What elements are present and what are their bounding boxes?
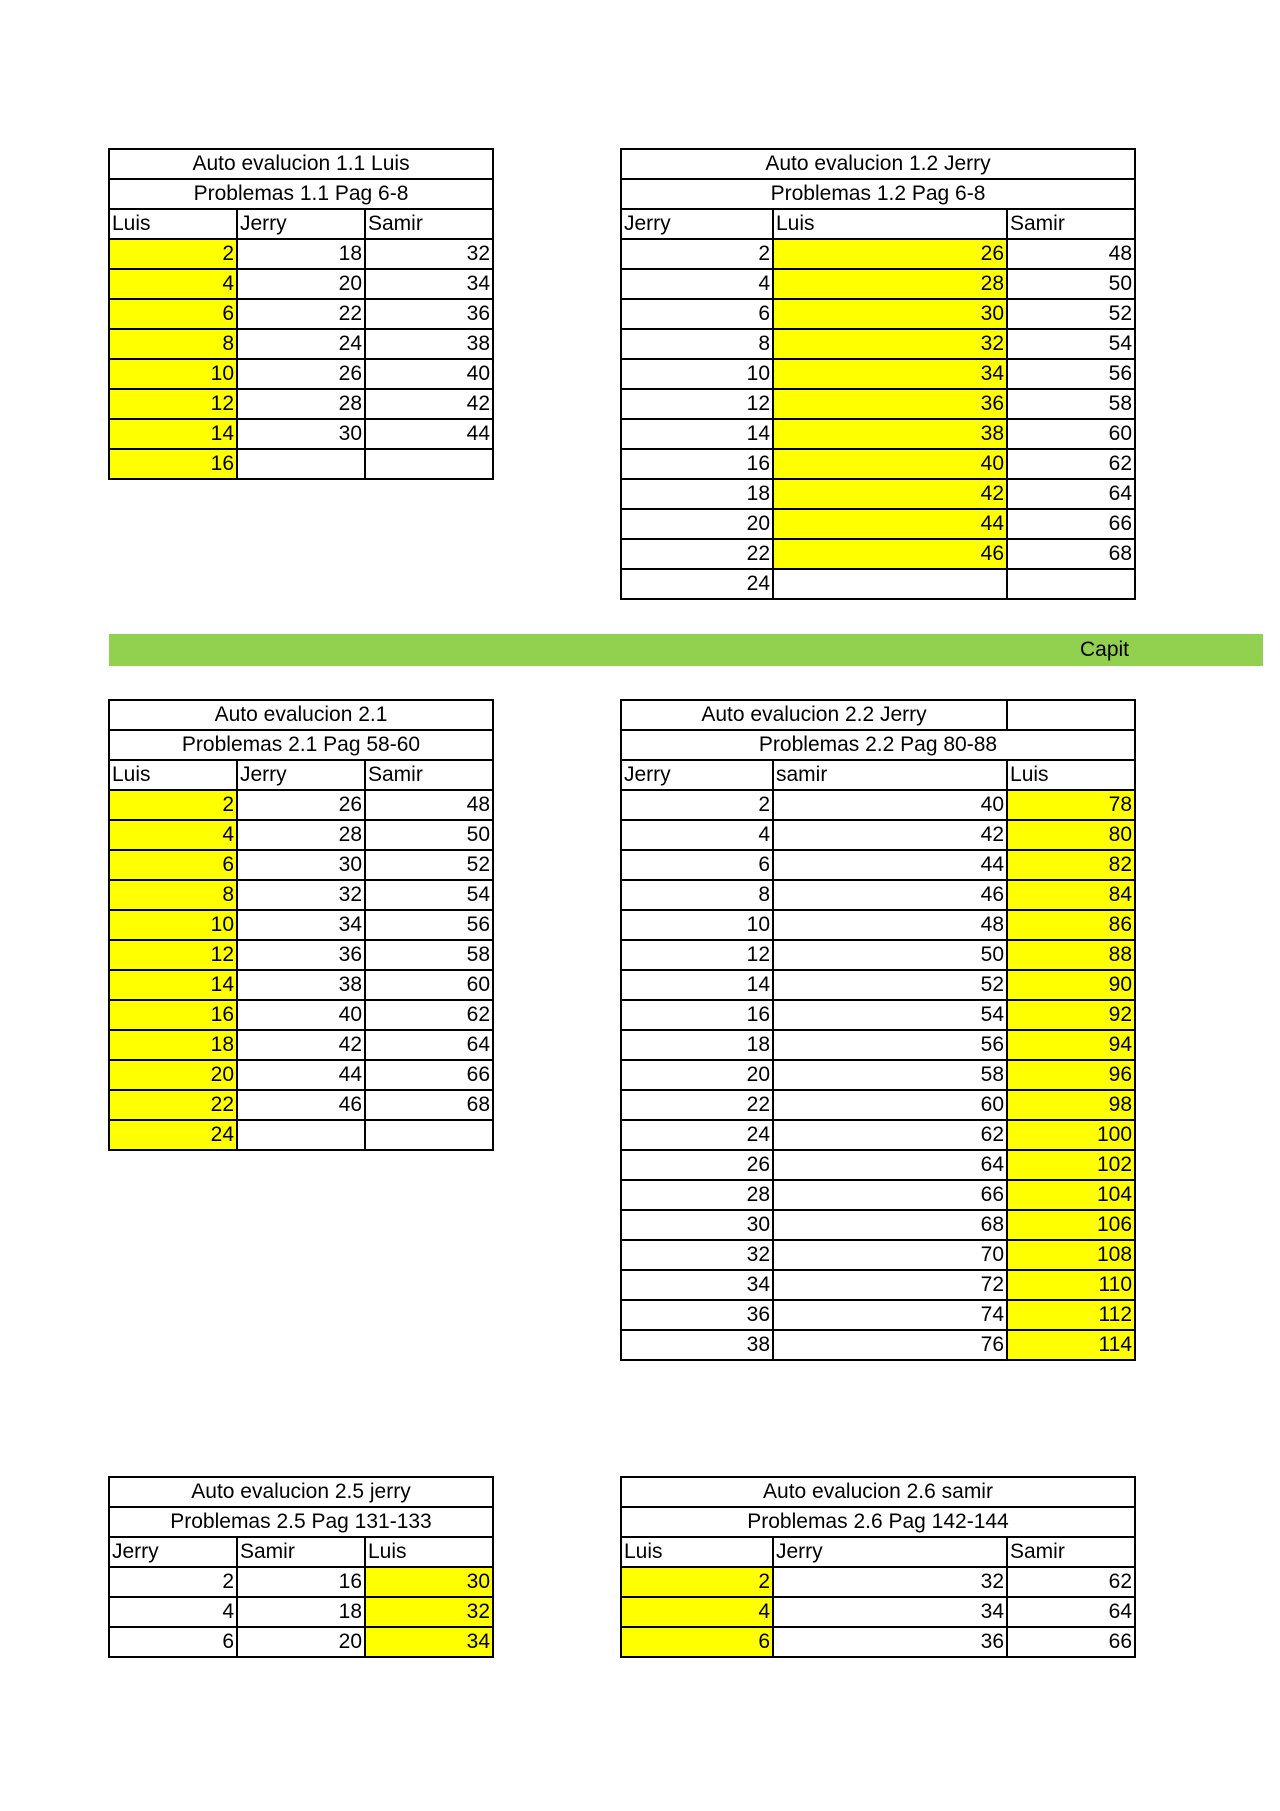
- column-header[interactable]: Samir: [1007, 1537, 1135, 1567]
- subtitle-row: [109, 179, 493, 209]
- table-cell[interactable]: 88: [1007, 940, 1135, 970]
- table-row: [109, 1090, 493, 1120]
- table-cell[interactable]: 62: [1007, 1567, 1135, 1597]
- table-cell[interactable]: 64: [1007, 1597, 1135, 1627]
- table-cell[interactable]: 84: [1007, 880, 1135, 910]
- table-cell[interactable]: 40: [237, 1000, 365, 1030]
- table-cell[interactable]: 30: [237, 850, 365, 880]
- table-cell[interactable]: 70: [773, 1240, 1007, 1270]
- table-cell[interactable]: 54: [773, 1000, 1007, 1030]
- table-cell[interactable]: 66: [1007, 509, 1135, 539]
- table-cell[interactable]: 14: [621, 419, 773, 449]
- column-header[interactable]: Luis: [109, 209, 237, 239]
- table-cell[interactable]: 60: [365, 970, 493, 1000]
- table-cell[interactable]: 90: [1007, 970, 1135, 1000]
- header-row: [109, 760, 493, 790]
- table-row: [109, 1597, 493, 1627]
- table-autoevaluacion-2-1: [108, 699, 494, 1151]
- table-row: [621, 850, 1135, 880]
- title-row: [109, 1477, 493, 1507]
- table-subtitle[interactable]: Problemas 2.2 Pag 80-88: [621, 730, 1135, 760]
- table-cell[interactable]: 34: [365, 269, 493, 299]
- empty-cell[interactable]: [1007, 700, 1135, 730]
- table-row: [621, 940, 1135, 970]
- table-cell[interactable]: 34: [237, 910, 365, 940]
- table-row: [109, 850, 493, 880]
- table-row: [621, 910, 1135, 940]
- table-cell[interactable]: 30: [621, 1210, 773, 1240]
- table-cell[interactable]: 6: [109, 1627, 237, 1657]
- table-cell[interactable]: 4: [621, 820, 773, 850]
- table-cell[interactable]: 18: [109, 1030, 237, 1060]
- table-title[interactable]: Auto evalucion 1.2 Jerry: [621, 149, 1135, 179]
- table-cell[interactable]: 34: [621, 1270, 773, 1300]
- table-cell[interactable]: 12: [109, 940, 237, 970]
- table-cell[interactable]: 10: [109, 359, 237, 389]
- column-header[interactable]: Samir: [237, 1537, 365, 1567]
- column-header[interactable]: Luis: [365, 1537, 493, 1567]
- table-cell[interactable]: 82: [1007, 850, 1135, 880]
- header-row: [109, 1537, 493, 1567]
- table-cell[interactable]: 50: [1007, 269, 1135, 299]
- table-row: [621, 1597, 1135, 1627]
- table-cell[interactable]: 36: [621, 1300, 773, 1330]
- table-cell[interactable]: 48: [365, 790, 493, 820]
- table-row: [109, 1120, 493, 1150]
- column-header[interactable]: Luis: [773, 209, 1007, 239]
- table-row: [621, 539, 1135, 569]
- table-row: [109, 1030, 493, 1060]
- table-cell[interactable]: 42: [365, 389, 493, 419]
- table-subtitle[interactable]: Problemas 1.2 Pag 6-8: [621, 179, 1135, 209]
- table-row: [109, 419, 493, 449]
- table-title[interactable]: Auto evalucion 2.2 Jerry: [621, 700, 1007, 730]
- table-cell[interactable]: 44: [237, 1060, 365, 1090]
- table-cell[interactable]: 8: [621, 880, 773, 910]
- column-header[interactable]: Jerry: [109, 1537, 237, 1567]
- table-cell[interactable]: 96: [1007, 1060, 1135, 1090]
- table-row: [621, 479, 1135, 509]
- column-header[interactable]: Jerry: [621, 209, 773, 239]
- table-row: [109, 1060, 493, 1090]
- table-cell[interactable]: 34: [365, 1627, 493, 1657]
- table-cell[interactable]: 4: [621, 269, 773, 299]
- table-cell[interactable]: 80: [1007, 820, 1135, 850]
- table-row: [109, 239, 493, 269]
- table-cell[interactable]: 58: [773, 1060, 1007, 1090]
- table-cell[interactable]: 2: [109, 790, 237, 820]
- table-row: [621, 880, 1135, 910]
- table-row: [621, 1210, 1135, 1240]
- table-cell[interactable]: 50: [773, 940, 1007, 970]
- table-cell[interactable]: 56: [365, 910, 493, 940]
- table-cell[interactable]: 64: [1007, 479, 1135, 509]
- table-row: [109, 449, 493, 479]
- table-cell[interactable]: 22: [621, 539, 773, 569]
- table-cell[interactable]: 18: [237, 239, 365, 269]
- table-cell[interactable]: 78: [1007, 790, 1135, 820]
- table-row: [621, 1000, 1135, 1030]
- table-cell[interactable]: 30: [365, 1567, 493, 1597]
- table-row: [621, 1120, 1135, 1150]
- table-cell[interactable]: 64: [365, 1030, 493, 1060]
- table-row: [621, 1150, 1135, 1180]
- table-cell[interactable]: 12: [621, 389, 773, 419]
- table-cell[interactable]: 2: [109, 239, 237, 269]
- table-cell[interactable]: 14: [621, 970, 773, 1000]
- table-cell[interactable]: 56: [773, 1030, 1007, 1060]
- table-cell[interactable]: 10: [109, 910, 237, 940]
- table-cell[interactable]: 62: [773, 1120, 1007, 1150]
- table-cell[interactable]: 38: [773, 419, 1007, 449]
- table-cell[interactable]: 16: [621, 1000, 773, 1030]
- table-cell[interactable]: 48: [1007, 239, 1135, 269]
- column-header[interactable]: Jerry: [621, 760, 773, 790]
- table-cell[interactable]: 44: [365, 419, 493, 449]
- column-header[interactable]: Samir: [365, 209, 493, 239]
- table-row: [621, 970, 1135, 1000]
- table-row: [621, 389, 1135, 419]
- table-cell[interactable]: 32: [365, 1597, 493, 1627]
- table-cell[interactable]: 28: [621, 1180, 773, 1210]
- table-cell[interactable]: 6: [621, 299, 773, 329]
- table-row: [109, 1000, 493, 1030]
- table-row: [621, 1180, 1135, 1210]
- table-row: [109, 359, 493, 389]
- table-title[interactable]: Auto evalucion 1.1 Luis: [109, 149, 493, 179]
- table-cell[interactable]: 16: [109, 1000, 237, 1030]
- table-cell[interactable]: 6: [621, 1627, 773, 1657]
- table-row: [621, 239, 1135, 269]
- table-cell[interactable]: 54: [365, 880, 493, 910]
- table-row: [621, 299, 1135, 329]
- table-cell[interactable]: 4: [621, 1597, 773, 1627]
- table-cell[interactable]: [773, 569, 1007, 599]
- table-row: [621, 269, 1135, 299]
- title-row: [109, 700, 493, 730]
- table-cell[interactable]: 38: [237, 970, 365, 1000]
- table-cell[interactable]: 42: [237, 1030, 365, 1060]
- title-row: [109, 149, 493, 179]
- table-cell[interactable]: 44: [773, 509, 1007, 539]
- table-title[interactable]: Auto evalucion 2.1: [109, 700, 493, 730]
- subtitle-row: [621, 1507, 1135, 1537]
- table-row: [109, 820, 493, 850]
- table-row: [621, 790, 1135, 820]
- chapter-bar-label: Capit: [1079, 638, 1129, 661]
- table-cell[interactable]: 68: [773, 1210, 1007, 1240]
- table-row: [621, 1060, 1135, 1090]
- table-cell[interactable]: 46: [773, 539, 1007, 569]
- table-cell[interactable]: 64: [773, 1150, 1007, 1180]
- table-cell[interactable]: 68: [365, 1090, 493, 1120]
- table-cell[interactable]: 10: [621, 910, 773, 940]
- table-autoevaluacion-1-2: [620, 148, 1136, 600]
- header-row: [109, 209, 493, 239]
- table-row: [621, 449, 1135, 479]
- table-cell[interactable]: 40: [365, 359, 493, 389]
- column-header[interactable]: Luis: [109, 760, 237, 790]
- table-cell[interactable]: 62: [365, 1000, 493, 1030]
- column-header[interactable]: Luis: [621, 1537, 773, 1567]
- table-row: [109, 910, 493, 940]
- table-row: [621, 359, 1135, 389]
- column-header[interactable]: Jerry: [773, 1537, 1007, 1567]
- table-title[interactable]: Auto evalucion 2.5 jerry: [109, 1477, 493, 1507]
- table-cell[interactable]: 20: [621, 509, 773, 539]
- table-cell[interactable]: 114: [1007, 1330, 1135, 1360]
- table-cell[interactable]: 16: [621, 449, 773, 479]
- table-cell[interactable]: 24: [621, 1120, 773, 1150]
- chapter-bar: [109, 634, 1263, 666]
- table-row: [621, 509, 1135, 539]
- table-row: [621, 1090, 1135, 1120]
- table-row: [621, 329, 1135, 359]
- table-cell[interactable]: 52: [1007, 299, 1135, 329]
- table-cell[interactable]: 32: [621, 1240, 773, 1270]
- table-row: [109, 790, 493, 820]
- table-cell[interactable]: 12: [621, 940, 773, 970]
- table-autoevaluacion-2-6: [620, 1476, 1136, 1658]
- table-cell[interactable]: 60: [1007, 419, 1135, 449]
- table-cell[interactable]: 36: [365, 299, 493, 329]
- table-row: [621, 1240, 1135, 1270]
- table-cell[interactable]: 98: [1007, 1090, 1135, 1120]
- title-row: [621, 700, 1135, 730]
- table-cell[interactable]: 32: [237, 880, 365, 910]
- table-cell[interactable]: 4: [109, 820, 237, 850]
- table-row: [621, 1030, 1135, 1060]
- table-row: [621, 1270, 1135, 1300]
- column-header[interactable]: Samir: [365, 760, 493, 790]
- table-cell[interactable]: [237, 1120, 365, 1150]
- table-cell[interactable]: 28: [773, 269, 1007, 299]
- table-cell[interactable]: 36: [237, 940, 365, 970]
- table-row: [109, 389, 493, 419]
- table-row: [109, 329, 493, 359]
- table-row: [621, 820, 1135, 850]
- table-row: [109, 1567, 493, 1597]
- table-cell[interactable]: 22: [237, 299, 365, 329]
- table-cell[interactable]: 32: [773, 1567, 1007, 1597]
- table-cell[interactable]: 28: [237, 389, 365, 419]
- table-row: [109, 970, 493, 1000]
- table-cell[interactable]: 22: [109, 1090, 237, 1120]
- table-cell[interactable]: 40: [773, 790, 1007, 820]
- table-cell[interactable]: 10: [621, 359, 773, 389]
- table-cell[interactable]: 100: [1007, 1120, 1135, 1150]
- table-cell[interactable]: 6: [109, 850, 237, 880]
- table-cell[interactable]: 44: [773, 850, 1007, 880]
- table-cell[interactable]: 112: [1007, 1300, 1135, 1330]
- table-cell[interactable]: 16: [237, 1567, 365, 1597]
- table-cell[interactable]: 74: [773, 1300, 1007, 1330]
- table-cell[interactable]: 72: [773, 1270, 1007, 1300]
- table-cell[interactable]: 26: [237, 359, 365, 389]
- table-cell[interactable]: 24: [109, 1120, 237, 1150]
- table-subtitle[interactable]: Problemas 1.1 Pag 6-8: [109, 179, 493, 209]
- table-row: [621, 1567, 1135, 1597]
- table-cell[interactable]: 46: [237, 1090, 365, 1120]
- column-header[interactable]: Jerry: [237, 760, 365, 790]
- table-cell[interactable]: 62: [1007, 449, 1135, 479]
- column-header[interactable]: Jerry: [237, 209, 365, 239]
- table-cell[interactable]: 8: [109, 329, 237, 359]
- table-cell[interactable]: 42: [773, 479, 1007, 509]
- table-cell[interactable]: 26: [773, 239, 1007, 269]
- table-cell[interactable]: 6: [109, 299, 237, 329]
- table-cell[interactable]: [237, 449, 365, 479]
- table-cell[interactable]: 26: [621, 1150, 773, 1180]
- table-cell[interactable]: 46: [773, 880, 1007, 910]
- table-cell[interactable]: 58: [365, 940, 493, 970]
- header-row: [621, 209, 1135, 239]
- table-cell[interactable]: 2: [621, 239, 773, 269]
- column-header[interactable]: Luis: [1007, 760, 1135, 790]
- table-cell[interactable]: 8: [621, 329, 773, 359]
- table-cell[interactable]: 20: [621, 1060, 773, 1090]
- table-cell[interactable]: 38: [621, 1330, 773, 1360]
- table-subtitle[interactable]: Problemas 2.1 Pag 58-60: [109, 730, 493, 760]
- table-cell[interactable]: 36: [773, 1627, 1007, 1657]
- table-cell[interactable]: 2: [621, 790, 773, 820]
- table-cell[interactable]: 24: [237, 329, 365, 359]
- table-cell[interactable]: 12: [109, 389, 237, 419]
- table-cell[interactable]: 14: [109, 419, 237, 449]
- table-cell[interactable]: 58: [1007, 389, 1135, 419]
- table-row: [109, 299, 493, 329]
- table-cell[interactable]: 2: [621, 1567, 773, 1597]
- table-row: [621, 1627, 1135, 1657]
- subtitle-row: [109, 1507, 493, 1537]
- table-cell[interactable]: 76: [773, 1330, 1007, 1360]
- table-subtitle[interactable]: Problemas 2.5 Pag 131-133: [109, 1507, 493, 1537]
- table-cell[interactable]: 38: [365, 329, 493, 359]
- table-cell[interactable]: 92: [1007, 1000, 1135, 1030]
- table-cell[interactable]: 50: [365, 820, 493, 850]
- table-cell[interactable]: 24: [621, 569, 773, 599]
- table-cell[interactable]: 36: [773, 389, 1007, 419]
- table-cell[interactable]: 8: [109, 880, 237, 910]
- header-row: [621, 760, 1135, 790]
- header-row: [621, 1537, 1135, 1567]
- table-cell[interactable]: 42: [773, 820, 1007, 850]
- table-cell[interactable]: [365, 1120, 493, 1150]
- table-cell[interactable]: 66: [365, 1060, 493, 1090]
- table-cell[interactable]: 54: [1007, 329, 1135, 359]
- table-cell[interactable]: 52: [365, 850, 493, 880]
- table-cell[interactable]: 20: [237, 1627, 365, 1657]
- table-cell[interactable]: [365, 449, 493, 479]
- table-cell[interactable]: 32: [365, 239, 493, 269]
- table-cell[interactable]: 4: [109, 1597, 237, 1627]
- table-cell[interactable]: 40: [773, 449, 1007, 479]
- table-cell[interactable]: 22: [621, 1090, 773, 1120]
- subtitle-row: [621, 730, 1135, 760]
- table-cell[interactable]: 20: [237, 269, 365, 299]
- table-cell[interactable]: 106: [1007, 1210, 1135, 1240]
- table-cell[interactable]: 30: [773, 299, 1007, 329]
- table-cell[interactable]: 6: [621, 850, 773, 880]
- table-cell[interactable]: 26: [237, 790, 365, 820]
- table-cell[interactable]: 2: [109, 1567, 237, 1597]
- subtitle-row: [109, 730, 493, 760]
- table-autoevaluacion-2-2: [620, 699, 1136, 1361]
- table-cell[interactable]: 110: [1007, 1270, 1135, 1300]
- table-autoevaluacion-1-1: [108, 148, 494, 480]
- table-cell[interactable]: 34: [773, 1597, 1007, 1627]
- table-row: [109, 1627, 493, 1657]
- table-cell[interactable]: 94: [1007, 1030, 1135, 1060]
- table-cell[interactable]: 16: [109, 449, 237, 479]
- table-row: [621, 419, 1135, 449]
- table-cell[interactable]: 86: [1007, 910, 1135, 940]
- table-cell[interactable]: 48: [773, 910, 1007, 940]
- table-cell[interactable]: 30: [237, 419, 365, 449]
- title-row: [621, 149, 1135, 179]
- column-header[interactable]: samir: [773, 760, 1007, 790]
- table-cell[interactable]: 56: [1007, 359, 1135, 389]
- table-cell[interactable]: 102: [1007, 1150, 1135, 1180]
- table-cell[interactable]: 4: [109, 269, 237, 299]
- table-row: [621, 1300, 1135, 1330]
- table-cell[interactable]: [1007, 569, 1135, 599]
- table-row: [109, 269, 493, 299]
- table-subtitle[interactable]: Problemas 2.6 Pag 142-144: [621, 1507, 1135, 1537]
- table-row: [109, 940, 493, 970]
- table-cell[interactable]: 104: [1007, 1180, 1135, 1210]
- table-cell[interactable]: 60: [773, 1090, 1007, 1120]
- subtitle-row: [621, 179, 1135, 209]
- table-cell[interactable]: 66: [773, 1180, 1007, 1210]
- table-cell[interactable]: 108: [1007, 1240, 1135, 1270]
- table-cell[interactable]: 32: [773, 329, 1007, 359]
- table-cell[interactable]: 18: [621, 479, 773, 509]
- table-cell[interactable]: 68: [1007, 539, 1135, 569]
- table-cell[interactable]: 18: [237, 1597, 365, 1627]
- table-autoevaluacion-2-5: [108, 1476, 494, 1658]
- column-header[interactable]: Samir: [1007, 209, 1135, 239]
- table-row: [621, 1330, 1135, 1360]
- table-cell[interactable]: 18: [621, 1030, 773, 1060]
- table-row: [109, 880, 493, 910]
- table-cell[interactable]: 20: [109, 1060, 237, 1090]
- table-cell[interactable]: 28: [237, 820, 365, 850]
- table-cell[interactable]: 14: [109, 970, 237, 1000]
- table-cell[interactable]: 52: [773, 970, 1007, 1000]
- table-cell[interactable]: 66: [1007, 1627, 1135, 1657]
- table-title[interactable]: Auto evalucion 2.6 samir: [621, 1477, 1135, 1507]
- table-row: [621, 569, 1135, 599]
- title-row: [621, 1477, 1135, 1507]
- table-cell[interactable]: 34: [773, 359, 1007, 389]
